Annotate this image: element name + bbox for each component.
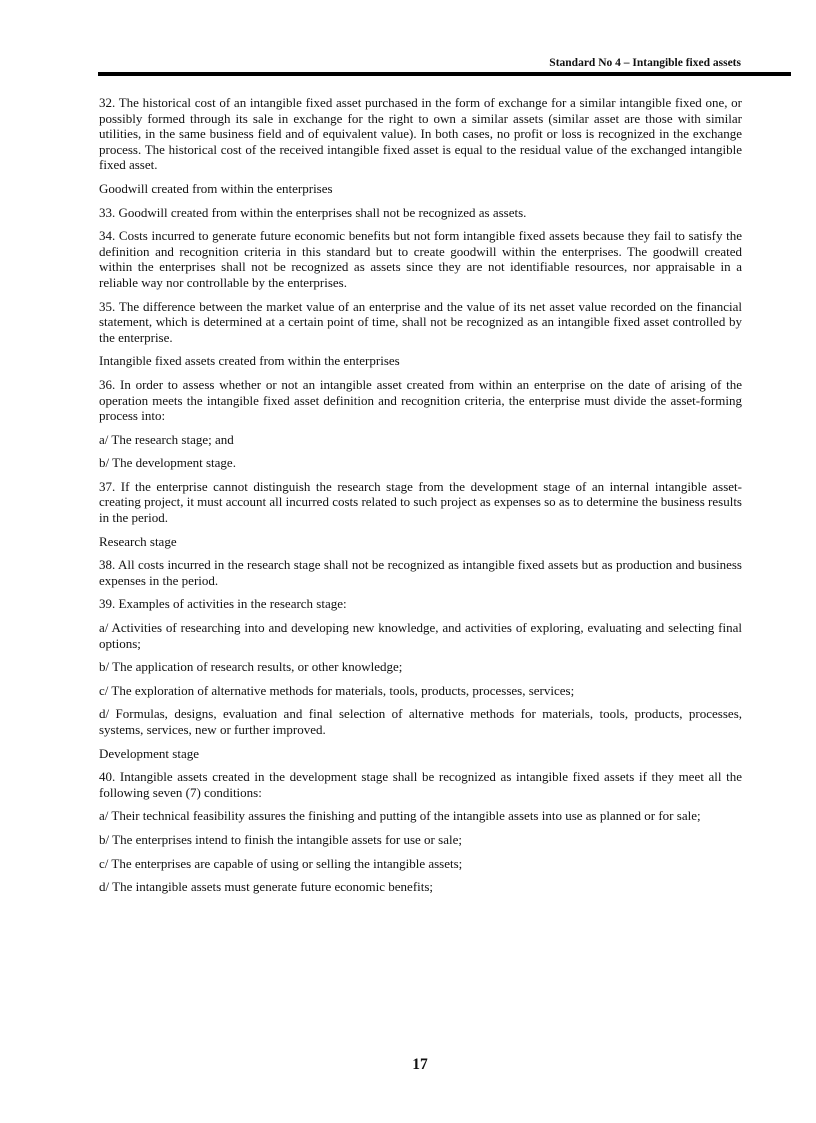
- list-item-39b: b/ The application of research results, or other knowledge;: [99, 659, 403, 675]
- section-heading-development: Development stage: [99, 745, 199, 761]
- header-rule: [98, 72, 791, 76]
- paragraph-40: 40. Intangible assets created in the development stage shall be recognized as intangible fixed assets if they meet all the following seven (7) conditions:: [99, 769, 742, 800]
- list-item-40b: b/ The enterprises intend to finish the intangible assets for use or sale;: [99, 831, 462, 847]
- section-heading-research: Research stage: [99, 533, 177, 549]
- list-item-40d: d/ The intangible assets must generate future economic benefits;: [99, 879, 434, 895]
- paragraph-34: 34. Costs incurred to generate future economic benefits but not form intangible fixed assets because they fail to satisfy the definition and recognition criteria in this standard but to create goodwill within the enterprises. The goodwill created within the enterprises shall not be recognized as assets since they are not identifiable resources, nor appraisable in a reliable way nor controllable by the enterprises.: [99, 228, 742, 290]
- list-item-39a: a/ Activities of researching into and developing new knowledge, and activities of exploring, evaluating and selecting final options;: [99, 620, 742, 651]
- paragraph-33: 33. Goodwill created from within the enterprises shall not be recognized as assets.: [99, 204, 527, 220]
- section-heading-internal-assets: Intangible fixed assets created from within the enterprises: [99, 353, 400, 369]
- list-item-36b: b/ The development stage.: [99, 455, 236, 471]
- paragraph-37: 37. If the enterprise cannot distinguish the research stage from the development stage of an internal intangible asset-creating project, it must account all incurred costs related to such project as expenses so as to determine the business results in the period.: [99, 478, 742, 526]
- list-item-39d: d/ Formulas, designs, evaluation and final selection of alternative methods for materials, tools, products, processes, systems, services, new or further improved.: [99, 706, 742, 737]
- paragraph-39: 39. Examples of activities in the research stage:: [99, 596, 347, 612]
- running-header-title: Standard No 4 – Intangible fixed assets: [549, 57, 741, 69]
- paragraph-38: 38. All costs incurred in the research stage shall not be recognized as intangible fixed assets but as production and business expenses in the period.: [99, 557, 742, 588]
- paragraph-36: 36. In order to assess whether or not an intangible asset created from within an enterprise on the date of arising of the operation meets the intangible fixed asset definition and recognition criteria, the enterprise must divide the asset-forming process into:: [99, 376, 742, 424]
- list-item-39c: c/ The exploration of alternative methods for materials, tools, products, processes, services;: [99, 682, 575, 698]
- paragraph-32: 32. The historical cost of an intangible fixed asset purchased in the form of exchange for a similar intangible fixed one, or possibly formed through its sale in exchange for the right to own a similar assets (similar asset are those with similar utilities, in the same business field and of equivalent value). In both cases, no profit or loss is recognized in the exchange process. The historical cost of the received intangible fixed asset is equal to the residual value of the exchanged intangible fixed asset.: [99, 95, 742, 173]
- page-number: 17: [412, 1056, 428, 1073]
- list-item-40a: a/ Their technical feasibility assures the finishing and putting of the intangible assets into use as planned or for sale;: [99, 808, 701, 824]
- section-heading-goodwill: Goodwill created from within the enterprises: [99, 180, 333, 196]
- paragraph-35: 35. The difference between the market value of an enterprise and the value of its net asset value recorded on the financial statement, which is determined at a certain point of time, shall not be recognized as an intangible fixed asset controlled by the enterprise.: [99, 298, 742, 345]
- document-body: [99, 95, 742, 903]
- list-item-40c: c/ The enterprises are capable of using or selling the intangible assets;: [99, 855, 463, 871]
- list-item-36a: a/ The research stage; and: [99, 431, 234, 447]
